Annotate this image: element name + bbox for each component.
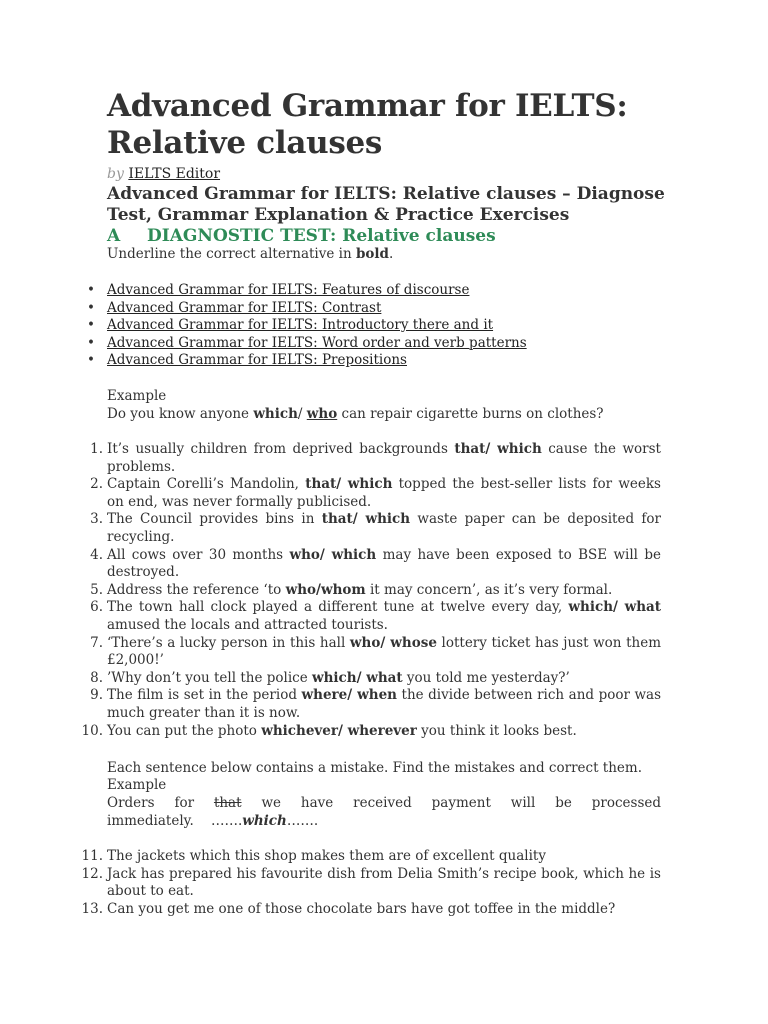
example-option-1: which [253, 406, 298, 422]
question-number: 12. [81, 865, 103, 882]
question-pre: The film is set in the period [107, 687, 302, 704]
question-options: whichever/ wherever [261, 722, 417, 739]
example-sep: / [297, 406, 307, 422]
question-post: may have been exposed to BSE will be destroyed. [107, 546, 662, 581]
part2-example-line1 [107, 795, 661, 813]
list-item [107, 300, 527, 318]
example-struck-word: that [213, 795, 242, 811]
instruction-bold: bold [355, 246, 389, 262]
list-item [90, 441, 661, 476]
related-link-discourse[interactable]: Advanced Grammar for IELTS: Features of discourse [107, 282, 470, 298]
question-post: it may concern’, as it’s very formal. [365, 581, 613, 598]
list-item [90, 599, 661, 634]
question-options: which/ what [311, 669, 403, 686]
question-number: 9. [90, 687, 103, 704]
example-word: received [353, 795, 412, 811]
question-pre: ’Why don’t you tell the police [107, 669, 312, 686]
question-post: lottery ticket has just won them £2,000!’ [107, 634, 662, 669]
question-options: who/ which [289, 546, 377, 563]
example-line2-pre: immediately. ……. [107, 813, 243, 829]
question-text: The jackets which this shop makes them are of excellent quality [107, 848, 546, 864]
question-pre: All cows over 30 months [107, 546, 290, 563]
question-options: that/ which [454, 441, 542, 457]
question-post: cause the worst problems. [107, 441, 661, 475]
instruction-text: Underline the correct alternative in [107, 246, 356, 262]
question-options: that/ which [321, 511, 411, 528]
example-word: have [300, 795, 334, 811]
list-item [81, 722, 661, 741]
question-pre: ‘There’s a lucky person in this hall [107, 634, 350, 651]
question-number: 5. [90, 581, 103, 598]
list-item [90, 687, 662, 722]
question-number: 7. [90, 634, 103, 651]
list-item [90, 634, 662, 670]
example-label: Example [107, 388, 167, 404]
list-item [90, 546, 662, 582]
instruction-end: . [388, 246, 394, 262]
example-word: Orders [107, 795, 155, 811]
question-pre: The town hall clock played a different tune at twelve every day, [107, 599, 569, 616]
questions2-list [81, 848, 661, 918]
list-item [81, 900, 661, 919]
related-link-word-order[interactable]: Advanced Grammar for IELTS: Word order and verb patterns [107, 334, 527, 351]
example-word: will [510, 795, 536, 811]
related-link-introductory[interactable]: Advanced Grammar for IELTS: Introductory there and it [107, 317, 494, 334]
example-sentence [107, 406, 661, 424]
list-item [90, 476, 661, 511]
question-text: Can you get me one of those chocolate bars have got toffee in the middle? [107, 900, 616, 917]
question-text: Jack has prepared his favourite dish from Delia Smith’s recipe book, which he is about to eat. [107, 865, 661, 900]
example-word: we [261, 795, 281, 811]
author-link[interactable]: IELTS Editor [128, 166, 221, 182]
question-number: 1. [90, 441, 103, 457]
question-post: topped the best-seller lists for weeks on end, was never formally publicised. [107, 476, 661, 510]
part2-example-label: Example [107, 777, 167, 793]
section-letter: A [107, 226, 121, 246]
question-options: who/ whose [349, 634, 437, 651]
list-item [107, 317, 527, 335]
question-number: 6. [90, 599, 103, 616]
question-number: 8. [90, 669, 103, 686]
list-item [81, 848, 661, 866]
question-pre: Captain Corelli’s Mandolin, [107, 476, 306, 493]
question-post: the divide between rich and poor was much greater than it is now. [107, 687, 662, 721]
section-heading [107, 226, 496, 246]
question-options: where/ when [301, 687, 397, 704]
question-options: which/ what [568, 599, 661, 616]
question-number: 3. [90, 511, 103, 528]
related-links-list [107, 282, 527, 370]
question-pre: Address the reference ‘to [107, 581, 286, 598]
list-item [107, 282, 527, 300]
example-line2-post: ……. [286, 813, 319, 829]
question-pre: It’s usually children from deprived backgrounds [107, 441, 455, 457]
question-options: who/whom [285, 581, 366, 598]
part2-instruction: Each sentence below contains a mistake. Find the mistakes and correct them. [107, 760, 642, 776]
question-post: you told me yesterday?’ [402, 669, 570, 686]
example-word: be [555, 795, 572, 811]
list-item [90, 669, 661, 688]
list-item [107, 335, 527, 353]
related-link-contrast[interactable]: Advanced Grammar for IELTS: Contrast [107, 299, 382, 316]
part2-example-line2 [107, 813, 661, 831]
question-number: 13. [81, 900, 103, 917]
page-title: Advanced Grammar for IELTS: Relative clauses [107, 88, 628, 161]
question-post: waste paper can be deposited for recycling. [107, 511, 661, 545]
question-number: 2. [90, 476, 103, 493]
example-option-2: who [306, 406, 338, 422]
list-item [81, 865, 661, 901]
subtitle: Advanced Grammar for IELTS: Relative clauses – Diagnose Test, Grammar Explanation & Practice Exercises [107, 184, 665, 225]
question-options: that/ which [305, 476, 393, 493]
question-post: amused the locals and attracted tourists. [107, 616, 388, 633]
related-link-prepositions[interactable]: Advanced Grammar for IELTS: Prepositions [107, 352, 407, 369]
example-pre: Do you know anyone [107, 406, 254, 422]
list-item [90, 581, 661, 600]
example-word: for [174, 795, 195, 811]
question-post: you think it looks best. [416, 722, 577, 739]
instruction [107, 246, 393, 264]
example-word: payment [431, 795, 491, 811]
example-correction: which [242, 813, 287, 829]
byline-prefix: by [107, 166, 124, 182]
byline [107, 166, 220, 184]
list-item [107, 352, 527, 370]
question-number: 11. [81, 848, 103, 864]
section-title: DIAGNOSTIC TEST: Relative clauses [147, 226, 496, 246]
example-word: processed [591, 795, 662, 811]
question-number: 4. [90, 546, 103, 563]
list-item [90, 511, 661, 546]
question-number: 10. [81, 722, 103, 739]
question-pre: The Council provides bins in [107, 511, 322, 528]
example-post: can repair cigarette burns on clothes? [337, 406, 604, 422]
questions-list [81, 441, 662, 740]
question-pre: You can put the photo [107, 722, 262, 739]
